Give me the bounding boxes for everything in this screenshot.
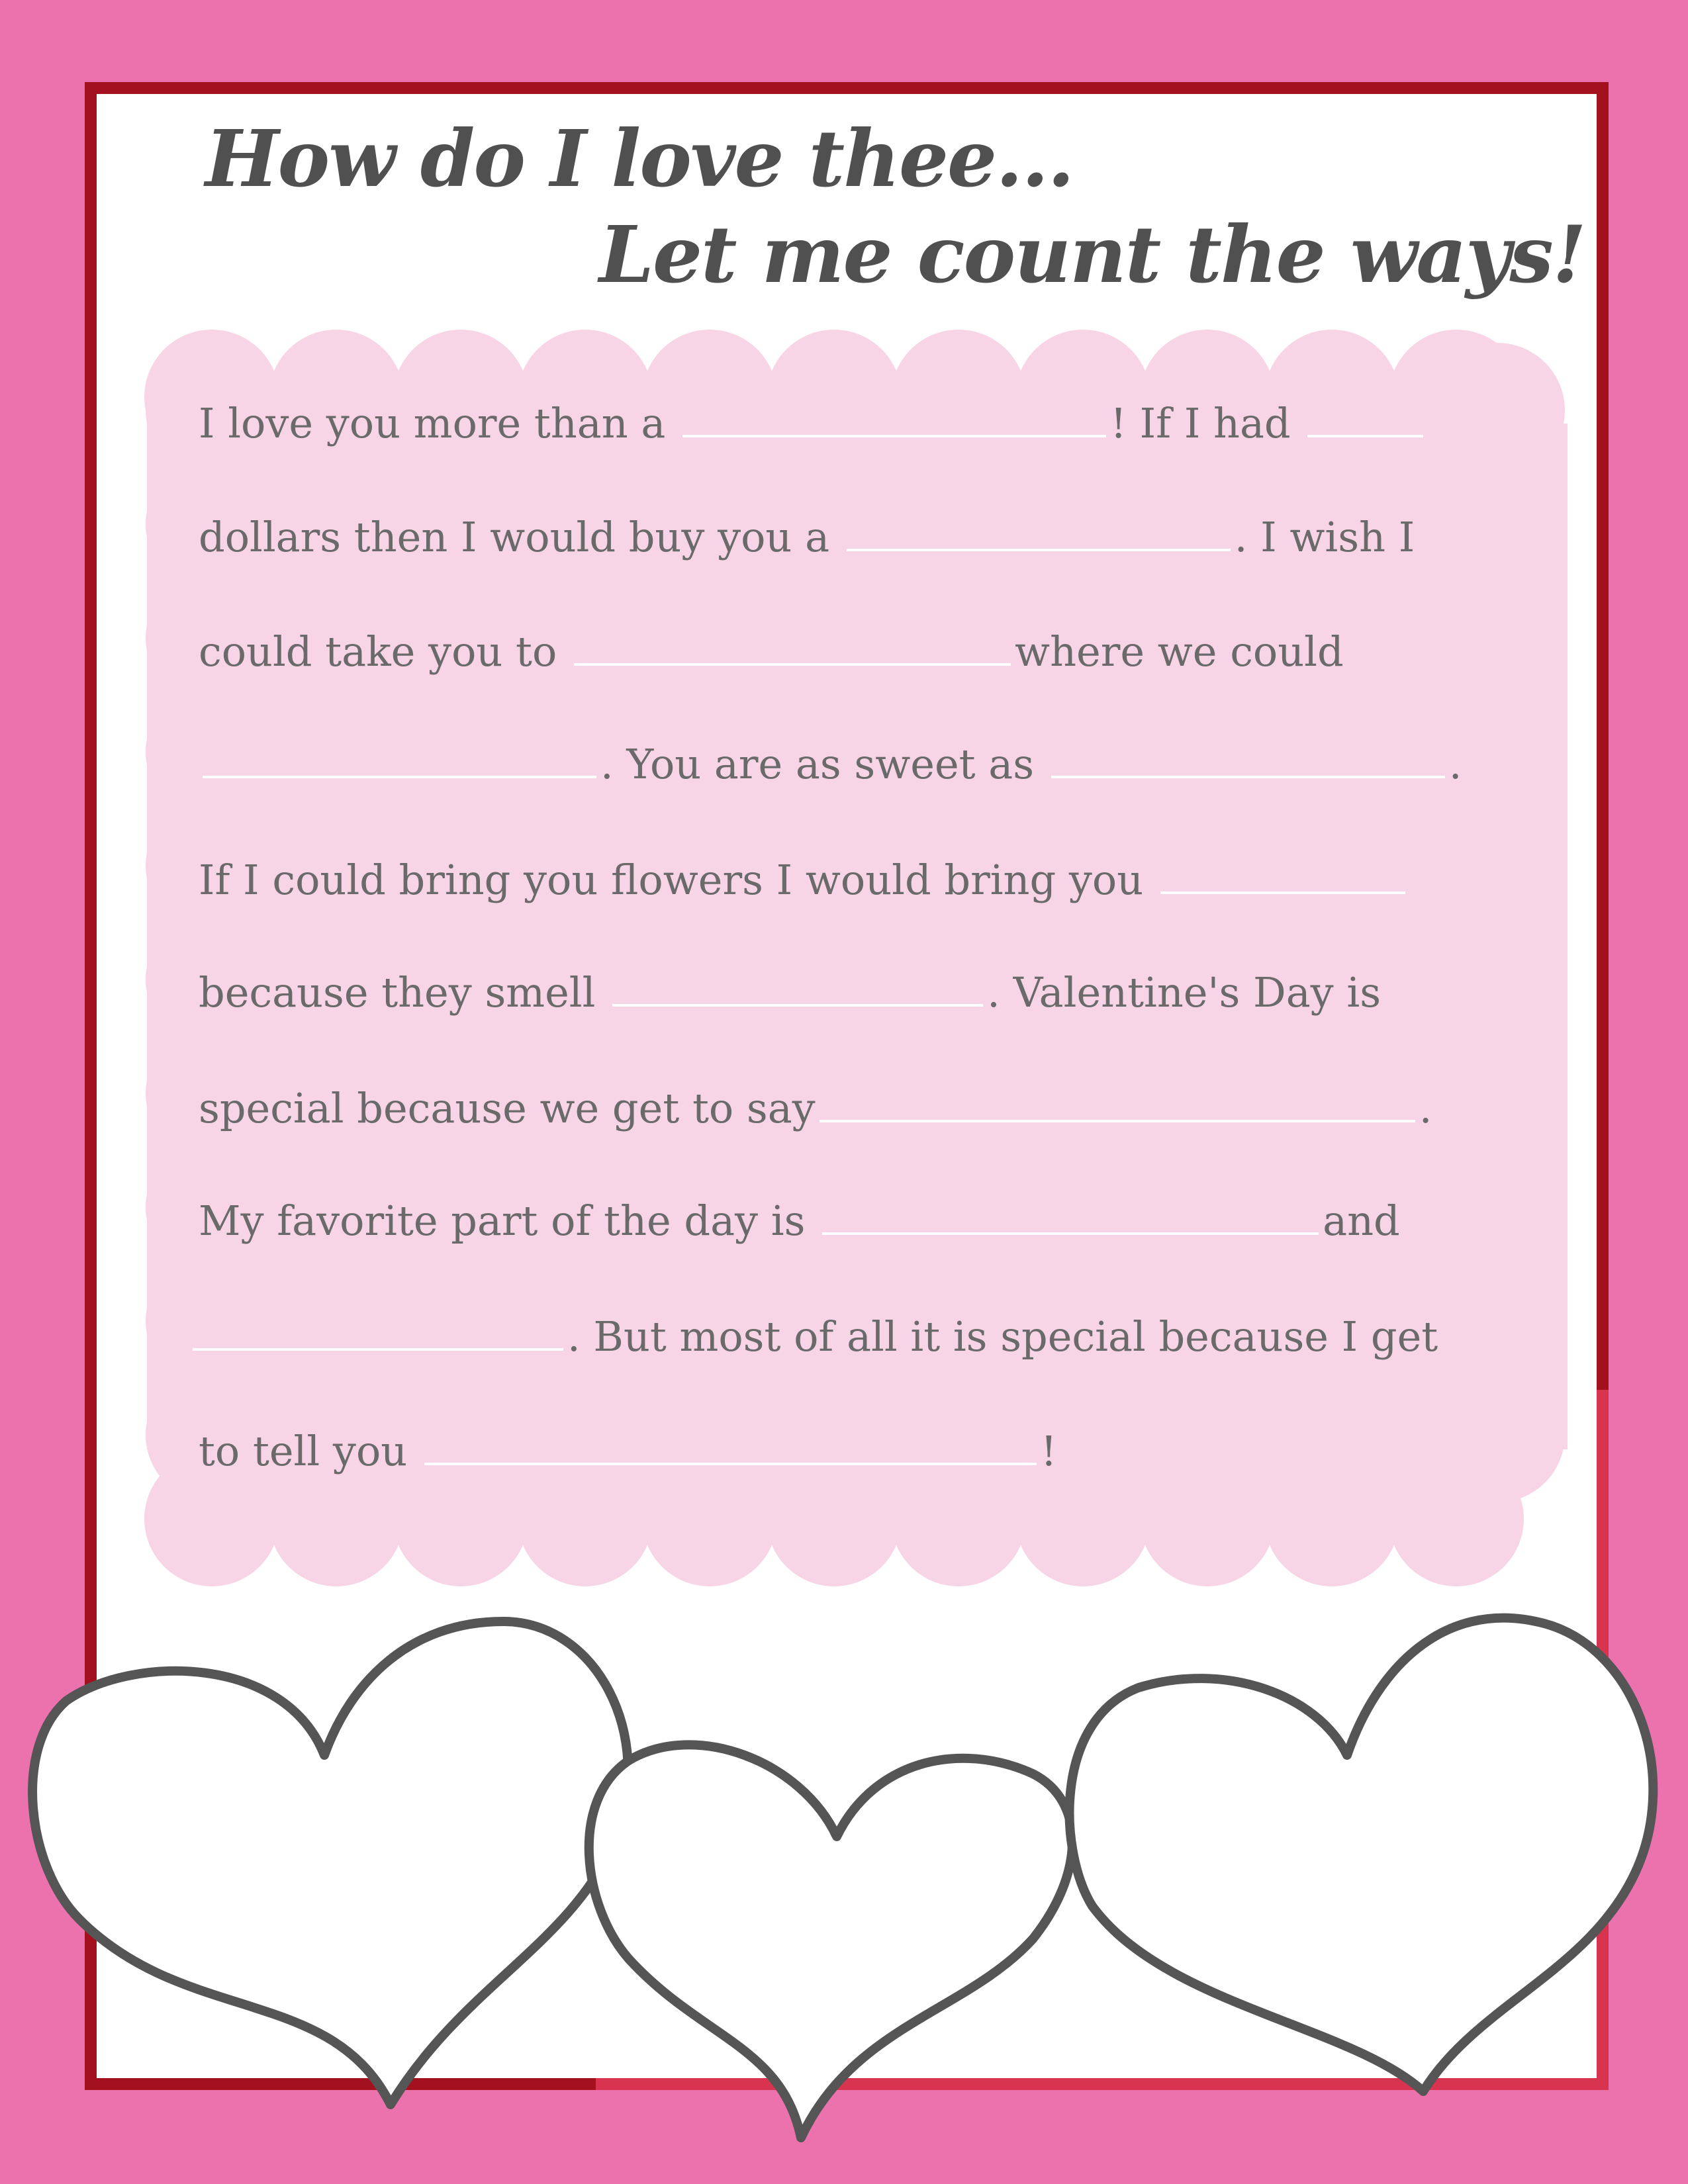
fill-in-blank[interactable] [612, 1004, 983, 1007]
fill-in-blank[interactable] [847, 549, 1231, 551]
passage-line [199, 1422, 1057, 1481]
passage-text: because they smell [199, 968, 609, 1017]
passage-text: . I wish I [1234, 513, 1415, 561]
frame-highlight-bottom [596, 2078, 1609, 2090]
fill-in-blank[interactable] [574, 663, 1011, 666]
scallop-bump [1430, 1367, 1565, 1502]
passage-text: could take you to [199, 627, 570, 676]
passage-text: . But most of all it is special because I get [567, 1312, 1438, 1361]
passage-text: where we could [1015, 627, 1344, 676]
passage-text: I love you more than a [199, 399, 679, 447]
title-line-2: Let me count the ways! [599, 208, 1585, 300]
fill-in-blank[interactable] [193, 1348, 563, 1351]
passage-text: special because we get to say [199, 1084, 816, 1132]
fill-in-blank[interactable] [424, 1463, 1037, 1465]
passage-text: If I could bring you flowers I would bring you [199, 856, 1156, 904]
passage-text: and [1323, 1197, 1400, 1245]
passage-text: . You are as sweet as [600, 740, 1047, 788]
passage-line [199, 1079, 1432, 1138]
fill-in-blank[interactable] [682, 435, 1106, 437]
passage-text: My favorite part of the day is [199, 1197, 819, 1245]
passage-text: to tell you [199, 1427, 420, 1475]
passage-line [199, 963, 1381, 1023]
passage-text: ! If I had [1110, 399, 1304, 447]
fill-in-blank[interactable] [1051, 776, 1445, 778]
fill-in-blank[interactable] [822, 1232, 1319, 1235]
fill-in-blank[interactable] [1160, 891, 1405, 894]
passage-text: ! [1040, 1427, 1057, 1475]
scallop-bump [1264, 1451, 1399, 1586]
passage-line [199, 508, 1415, 567]
passage-text: . [1448, 740, 1462, 788]
scallop-bump [1140, 1451, 1275, 1586]
passage-text: dollars then I would buy you a [199, 513, 843, 561]
passage-line [199, 1191, 1400, 1251]
fill-in-blank[interactable] [1307, 435, 1423, 437]
passage-line [189, 1307, 1438, 1367]
passage-line [199, 735, 1462, 794]
passage-text: . Valentine's Day is [987, 968, 1382, 1017]
title-line-1: How do I love thee... [205, 113, 1074, 205]
passage-line [199, 394, 1427, 453]
passage-line [199, 622, 1344, 682]
fill-in-blank[interactable] [820, 1120, 1415, 1122]
fill-in-blank[interactable] [203, 776, 596, 778]
passage-text: . [1419, 1084, 1432, 1132]
passage-line [199, 850, 1409, 910]
